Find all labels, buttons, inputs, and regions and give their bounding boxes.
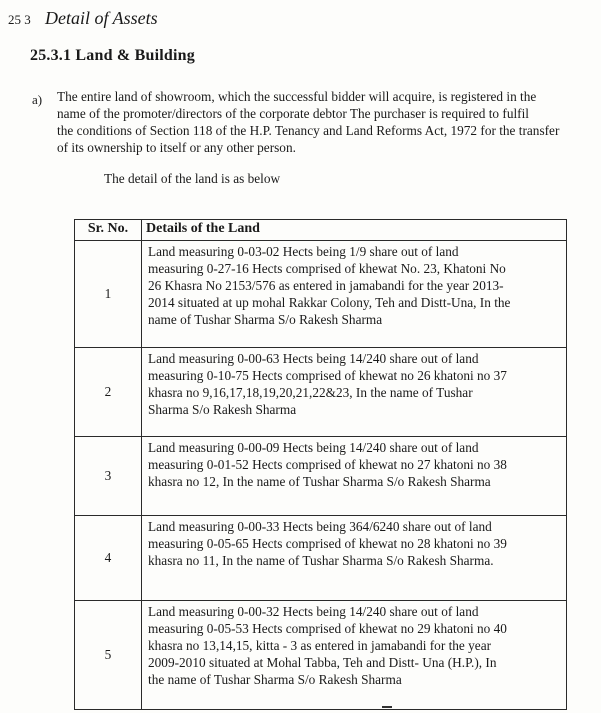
row-sr-no: 4 bbox=[75, 516, 142, 601]
detail-line: measuring 0-01-52 Hects comprised of khewat no 27 khatoni no 38 bbox=[148, 457, 507, 472]
paragraph-line: name of the promoter/directors of the corporate debtor The purchaser is required to fulfil bbox=[57, 106, 529, 121]
row-sr-no: 3 bbox=[75, 437, 142, 516]
subsection-title: 25.3.1 Land & Building bbox=[30, 47, 195, 64]
detail-line: Land measuring 0-03-02 Hects being 1/9 share out of land bbox=[148, 244, 459, 259]
paragraph-line: The entire land of showroom, which the successful bidder will acquire, is registered in the bbox=[57, 89, 537, 104]
row-details bbox=[142, 516, 567, 601]
paragraph-text bbox=[57, 88, 593, 156]
header-sr-no: Sr. No. bbox=[75, 220, 142, 241]
detail-line: khasra no 12, In the name of Tushar Sharma S/o Rakesh Sharma bbox=[148, 474, 491, 489]
intro-text: The detail of the land is as below bbox=[104, 171, 281, 186]
paragraph-line: the conditions of Section 118 of the H.P. Tenancy and Land Reforms Act, 1972 for the transfer bbox=[57, 123, 560, 138]
row-sr-no: 1 bbox=[75, 241, 142, 348]
detail-line: Land measuring 0-00-33 Hects being 364/6240 share out of land bbox=[148, 519, 492, 534]
detail-line: 2009-2010 situated at Mohal Tabba, Teh and Distt- Una (H.P.), In bbox=[148, 655, 497, 670]
detail-line: name of Tushar Sharma S/o Rakesh Sharma bbox=[148, 312, 383, 327]
detail-line: khasra no 11, In the name of Tushar Sharma S/o Rakesh Sharma. bbox=[148, 553, 494, 568]
land-details-table bbox=[74, 219, 567, 710]
section-heading bbox=[8, 8, 158, 29]
detail-line: measuring 0-05-53 Hects comprised of khewat no 29 khatoni no 40 bbox=[148, 621, 507, 636]
section-title: Detail of Assets bbox=[45, 8, 158, 28]
detail-line: measuring 0-27-16 Hects comprised of khewat No. 23, Khatoni No bbox=[148, 261, 506, 276]
detail-line: Land measuring 0-00-32 Hects being 14/240 share out of land bbox=[148, 604, 479, 619]
row-sr-no: 5 bbox=[75, 601, 142, 710]
table-row bbox=[75, 241, 567, 348]
detail-line: khasra no 9,16,17,18,19,20,21,22&23, In the name of Tushar bbox=[148, 385, 473, 400]
paragraph-marker: a) bbox=[32, 92, 43, 107]
detail-line: the name of Tushar Sharma S/o Rakesh Sharma bbox=[148, 672, 402, 687]
table-row bbox=[75, 516, 567, 601]
table-row bbox=[75, 437, 567, 516]
header-details: Details of the Land bbox=[142, 220, 567, 241]
table-row bbox=[75, 601, 567, 710]
row-details bbox=[142, 241, 567, 348]
detail-line: Sharma S/o Rakesh Sharma bbox=[148, 402, 297, 417]
table-header-row bbox=[75, 220, 567, 241]
row-details bbox=[142, 348, 567, 437]
row-sr-no: 2 bbox=[75, 348, 142, 437]
detail-line: Land measuring 0-00-63 Hects being 14/240 share out of land bbox=[148, 351, 479, 366]
detail-line: measuring 0-10-75 Hects comprised of khewat no 26 khatoni no 37 bbox=[148, 368, 507, 383]
table-row bbox=[75, 348, 567, 437]
section-number: 25 3 bbox=[8, 12, 31, 27]
detail-line: khasra no 13,14,15, kitta - 3 as entered in jamabandi for the year bbox=[148, 638, 492, 653]
row-details bbox=[142, 601, 567, 710]
detail-line: 26 Khasra No 2153/576 as entered in jamabandi for the year 2013- bbox=[148, 278, 504, 293]
paragraph-line: of its ownership to itself or any other person. bbox=[57, 140, 296, 155]
detail-line: 2014 situated at up mohal Rakkar Colony, Teh and Distt-Una, In the bbox=[148, 295, 511, 310]
detail-line: Land measuring 0-00-09 Hects being 14/240 share out of land bbox=[148, 440, 479, 455]
detail-line: measuring 0-05-65 Hects comprised of khewat no 28 khatoni no 39 bbox=[148, 536, 507, 551]
row-details bbox=[142, 437, 567, 516]
page-scan-mark bbox=[382, 706, 392, 708]
